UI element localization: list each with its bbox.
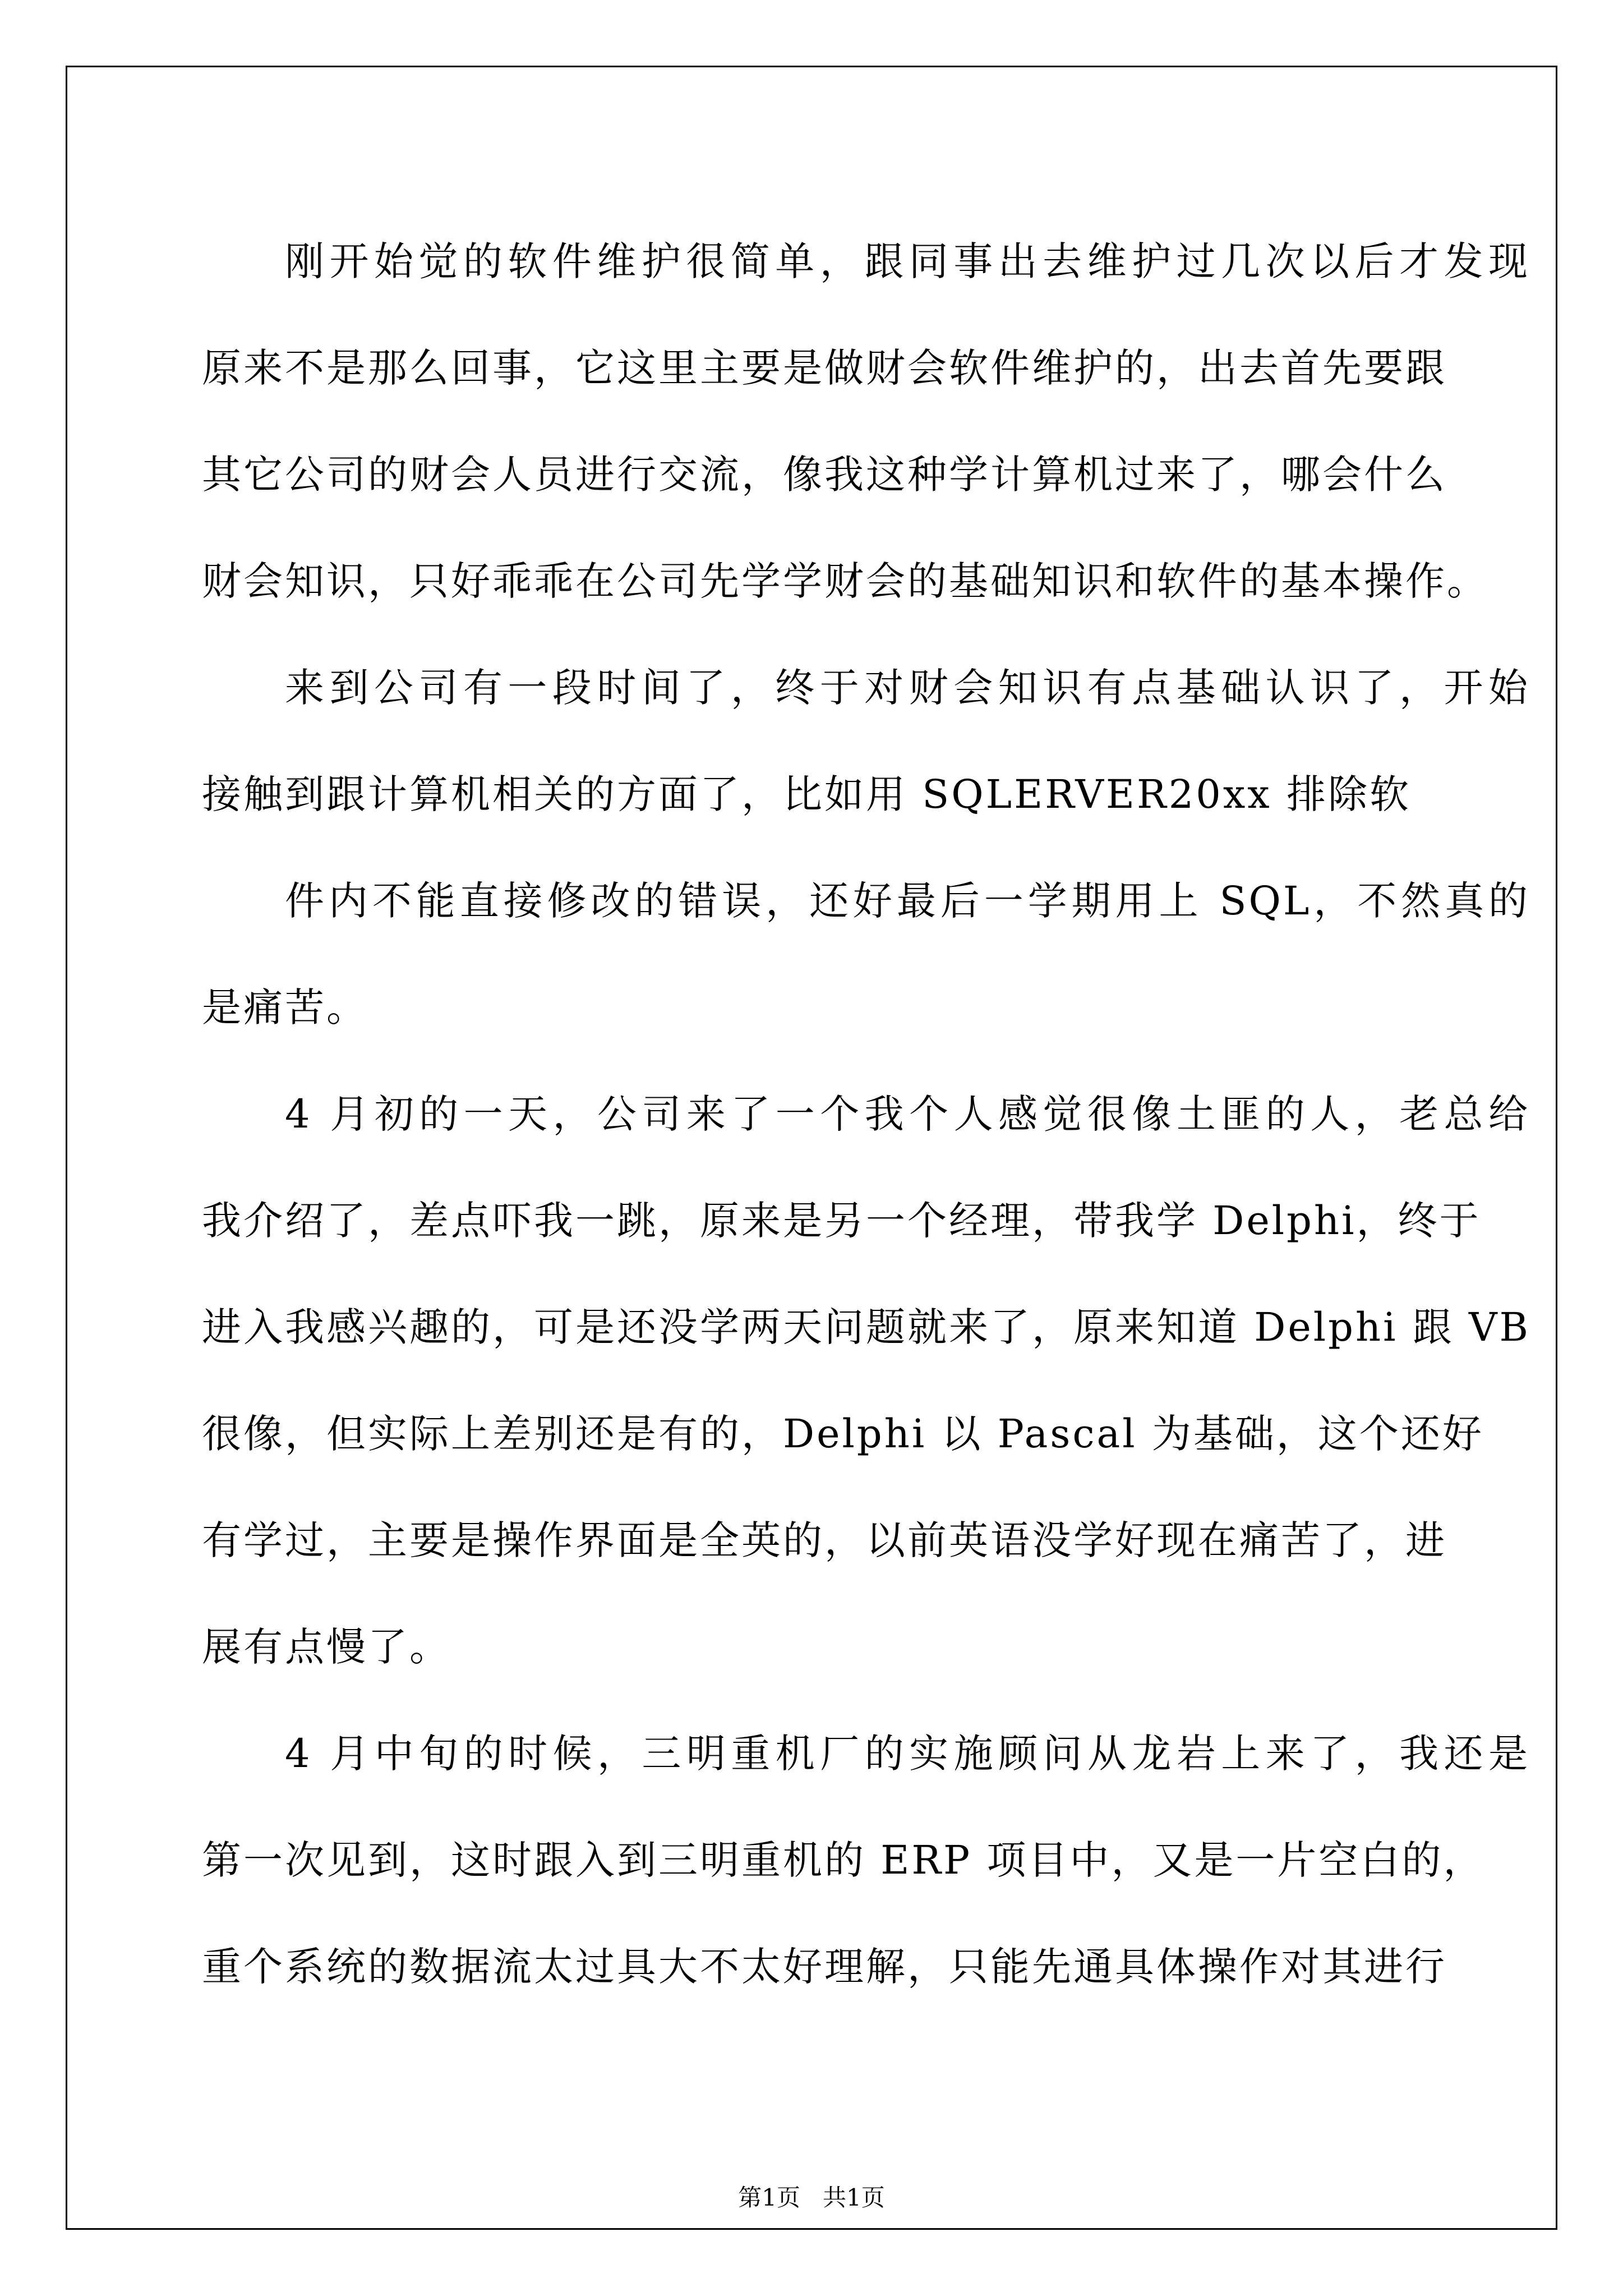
page-total: 共1页 xyxy=(823,2184,885,2211)
text-line: 来到公司有一段时间了，终于对财会知识有点基础认识了，开始 xyxy=(285,665,1530,711)
text-line: 展有点慢了。 xyxy=(202,1624,451,1670)
text-line: 接触到跟计算机相关的方面了，比如用 SQLERVER20xx 排除软 xyxy=(202,771,1412,817)
text-line: 我介绍了，差点吓我一跳，原来是另一个经理，带我学 Delphi，终于 xyxy=(202,1198,1481,1244)
text-line: 第一次见到，这时跟入到三明重机的 ERP 项目中，又是一片空白的， xyxy=(202,1837,1485,1883)
page-number: 第1页 xyxy=(738,2184,800,2211)
text-line: 其它公司的财会人员进行交流，像我这种学计算机过来了，哪会什么 xyxy=(202,452,1447,498)
text-line: 原来不是那么回事，它这里主要是做财会软件维护的，出去首先要跟 xyxy=(202,345,1447,391)
text-line: 是痛苦。 xyxy=(202,984,368,1030)
text-line: 有学过，主要是操作界面是全英的，以前英语没学好现在痛苦了，进 xyxy=(202,1517,1447,1563)
text-line: 很像，但实际上差别还是有的，Delphi 以 Pascal 为基础，这个还好 xyxy=(202,1411,1484,1457)
page-border xyxy=(66,66,1557,2230)
text-line: 财会知识，只好乖乖在公司先学学财会的基础知识和软件的基本操作。 xyxy=(202,558,1488,604)
text-line: 4 月初的一天，公司来了一个我个人感觉很像土匪的人，老总给 xyxy=(285,1091,1530,1137)
text-line: 重个系统的数据流太过具大不太好理解，只能先通具体操作对其进行 xyxy=(202,1944,1447,1990)
document-body xyxy=(67,67,1556,2228)
text-line: 进入我感兴趣的，可是还没学两天问题就来了，原来知道 Delphi 跟 VB xyxy=(202,1304,1530,1350)
page-footer xyxy=(67,2179,1556,2213)
text-line: 4 月中旬的时候，三明重机厂的实施顾问从龙岩上来了，我还是 xyxy=(285,1731,1530,1777)
text-line: 件内不能直接修改的错误，还好最后一学期用上 SQL，不然真的 xyxy=(285,878,1530,924)
text-line: 刚开始觉的软件维护很简单，跟同事出去维护过几次以后才发现 xyxy=(285,238,1530,284)
